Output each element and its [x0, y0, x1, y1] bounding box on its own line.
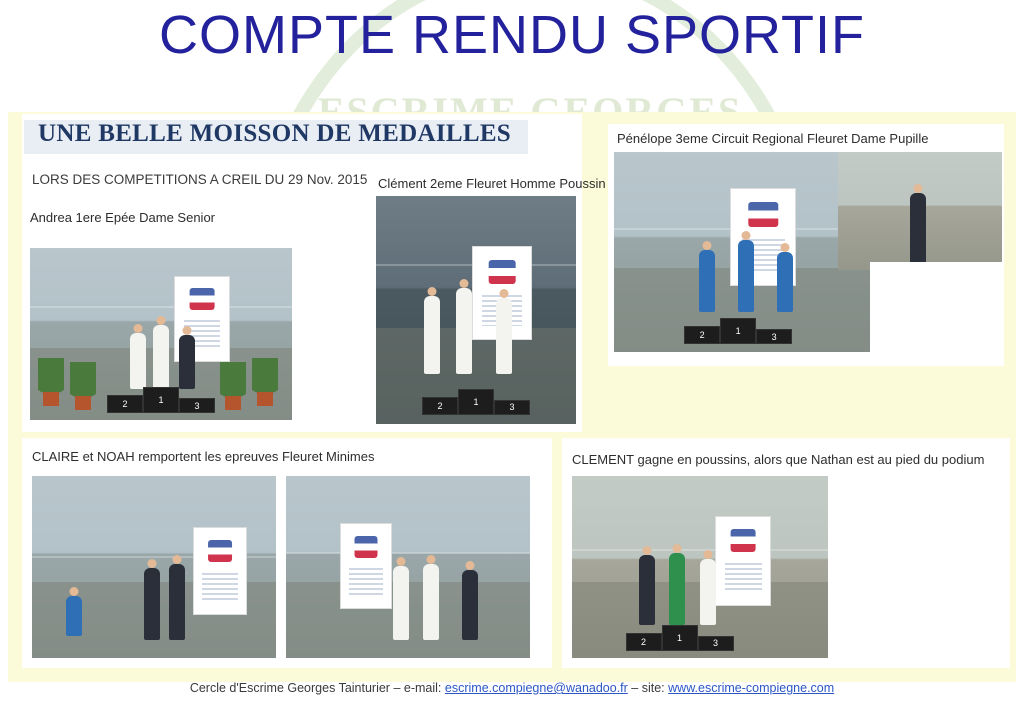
caption-penelope: Pénélope 3eme Circuit Regional Fleuret Dame Pupille — [617, 131, 929, 146]
photo-andrea-podium — [30, 248, 292, 420]
podium-place: 1 — [143, 387, 179, 413]
wall-line — [30, 306, 292, 308]
wall-line — [286, 552, 530, 554]
athlete-figure — [393, 566, 409, 640]
athlete-figure — [639, 555, 655, 625]
photo-claire-noah-1 — [32, 476, 276, 658]
athlete-figure — [153, 325, 169, 389]
athlete-figure — [738, 240, 754, 312]
podium — [684, 318, 792, 344]
podium-place: 3 — [698, 636, 734, 651]
podium-place: 3 — [756, 329, 792, 344]
podium — [107, 387, 215, 413]
athlete-figure — [456, 288, 472, 374]
footer — [0, 681, 1024, 695]
athlete-figure — [144, 568, 160, 640]
event-banner — [193, 527, 247, 615]
caption-claire-noah: CLAIRE et NOAH remportent les epreuves Fleuret Minimes — [32, 449, 375, 464]
page-title: COMPTE RENDU SPORTIF — [158, 5, 866, 65]
podium-place: 2 — [626, 633, 662, 651]
photo-penelope-trophy — [838, 152, 1002, 270]
podium-place: 3 — [179, 398, 215, 413]
athlete-figure — [699, 250, 715, 312]
caption-clement-fleuret: Clément 2eme Fleuret Homme Poussin — [378, 176, 606, 191]
wall-line — [572, 549, 828, 551]
plant-icon — [252, 358, 278, 406]
athlete-figure — [462, 570, 478, 640]
photo-clement-podium — [376, 196, 576, 424]
athlete-figure — [66, 596, 82, 636]
caption-clement-poussins: CLEMENT gagne en poussins, alors que Nathan est au pied du podium — [572, 452, 985, 467]
footer-site-link[interactable]: www.escrime-compiegne.com — [668, 681, 835, 695]
photo-claire-noah-2 — [286, 476, 530, 658]
athlete-figure — [424, 296, 440, 374]
athlete-figure — [496, 298, 512, 374]
athlete-figure — [423, 564, 439, 640]
section-subtitle-competitions: LORS DES COMPETITIONS A CREIL DU 29 Nov. 2015 — [32, 172, 368, 187]
podium-place: 2 — [107, 395, 143, 413]
podium-place: 2 — [422, 397, 458, 415]
footer-club-name: Cercle d'Escrime Georges Tainturier — [189, 681, 390, 695]
photo-white-area — [870, 262, 1002, 354]
footer-separator-site: – site: — [631, 681, 665, 695]
athlete-figure — [130, 333, 146, 389]
event-banner — [340, 523, 392, 609]
athlete-figure — [169, 564, 185, 640]
podium-place: 2 — [684, 326, 720, 344]
event-banner — [715, 516, 771, 606]
podium-place: 1 — [662, 625, 698, 651]
podium-place: 1 — [720, 318, 756, 344]
athlete-figure — [910, 193, 926, 265]
plant-icon — [38, 358, 64, 406]
footer-separator-email: – e-mail: — [393, 681, 442, 695]
photo-clement-poussins — [572, 476, 828, 658]
plant-icon — [70, 362, 96, 410]
section-heading-medals: UNE BELLE MOISSON DE MEDAILLES — [38, 120, 512, 147]
podium-place: 3 — [494, 400, 530, 415]
athlete-figure — [700, 559, 716, 625]
athlete-figure — [669, 553, 685, 625]
plant-icon — [220, 362, 246, 410]
podium — [626, 625, 734, 651]
athlete-figure — [777, 252, 793, 312]
caption-andrea: Andrea 1ere Epée Dame Senior — [30, 210, 216, 225]
footer-email-link[interactable]: escrime.compiegne@wanadoo.fr — [444, 681, 628, 695]
athlete-figure — [179, 335, 195, 389]
podium-place: 1 — [458, 389, 494, 415]
podium — [422, 389, 530, 415]
